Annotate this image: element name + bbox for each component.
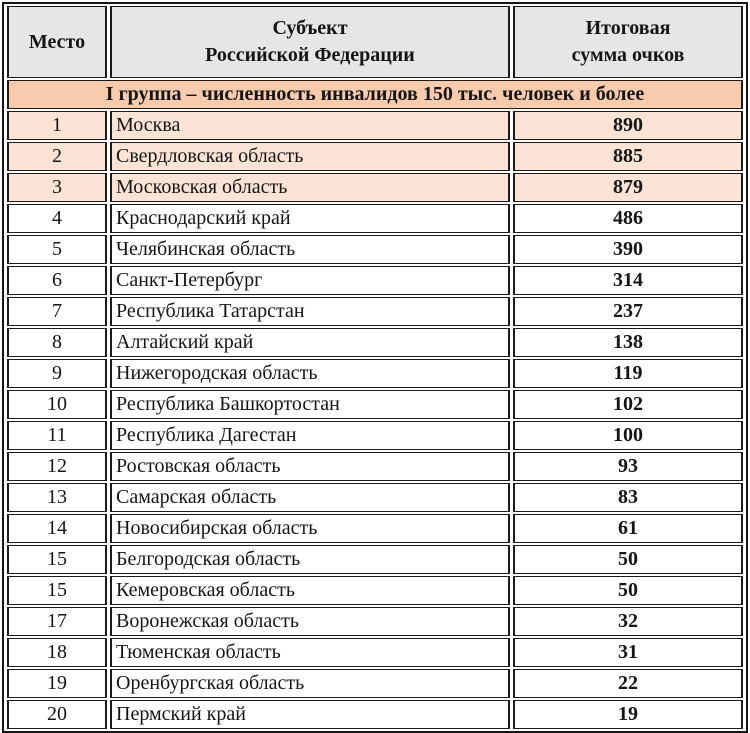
column-header-score-line1: Итоговая — [585, 17, 671, 39]
table-row — [7, 235, 743, 264]
place-cell: 20 — [7, 700, 107, 729]
column-header-score — [513, 6, 743, 78]
table-row — [7, 483, 743, 512]
table-row — [7, 390, 743, 419]
table-row — [7, 204, 743, 233]
column-header-subject — [110, 6, 510, 78]
region-cell: Республика Татарстан — [110, 297, 510, 326]
region-cell: Алтайский край — [110, 328, 510, 357]
table-row — [7, 359, 743, 388]
place-cell: 13 — [7, 483, 107, 512]
group-header: I группа – численность инвалидов 150 тыс. человек и более — [7, 80, 743, 109]
score-cell: 22 — [513, 669, 743, 698]
region-cell: Москва — [110, 111, 510, 140]
table-row — [7, 700, 743, 729]
region-cell: Краснодарский край — [110, 204, 510, 233]
region-cell: Республика Дагестан — [110, 421, 510, 450]
region-cell: Белгородская область — [110, 545, 510, 574]
place-cell: 7 — [7, 297, 107, 326]
region-cell: Республика Башкортостан — [110, 390, 510, 419]
score-cell: 237 — [513, 297, 743, 326]
table-row — [7, 297, 743, 326]
column-header-subject-line2: Российской Федерации — [205, 44, 415, 66]
table-row — [7, 421, 743, 450]
table-body — [7, 111, 743, 729]
place-cell: 10 — [7, 390, 107, 419]
score-cell: 61 — [513, 514, 743, 543]
table-row — [7, 514, 743, 543]
region-cell: Московская область — [110, 173, 510, 202]
score-cell: 486 — [513, 204, 743, 233]
region-cell: Воронежская область — [110, 607, 510, 636]
score-cell: 390 — [513, 235, 743, 264]
place-cell: 12 — [7, 452, 107, 481]
place-cell: 8 — [7, 328, 107, 357]
score-cell: 93 — [513, 452, 743, 481]
group-header-row — [7, 80, 743, 109]
score-cell: 890 — [513, 111, 743, 140]
table-row — [7, 111, 743, 140]
region-cell: Оренбургская область — [110, 669, 510, 698]
score-cell: 119 — [513, 359, 743, 388]
table-row — [7, 669, 743, 698]
place-cell: 1 — [7, 111, 107, 140]
score-cell: 138 — [513, 328, 743, 357]
score-cell: 100 — [513, 421, 743, 450]
region-cell: Кемеровская область — [110, 576, 510, 605]
table-row — [7, 266, 743, 295]
group-header-section — [7, 80, 743, 109]
score-cell: 879 — [513, 173, 743, 202]
ranking-table — [2, 2, 748, 733]
score-cell: 19 — [513, 700, 743, 729]
table-row — [7, 607, 743, 636]
place-cell: 3 — [7, 173, 107, 202]
region-cell: Тюменская область — [110, 638, 510, 667]
place-cell: 2 — [7, 142, 107, 171]
region-cell: Челябинская область — [110, 235, 510, 264]
place-cell: 17 — [7, 607, 107, 636]
place-cell: 18 — [7, 638, 107, 667]
table-row — [7, 328, 743, 357]
place-cell: 9 — [7, 359, 107, 388]
region-cell: Ростовская область — [110, 452, 510, 481]
score-cell: 83 — [513, 483, 743, 512]
column-header-subject-line1: Субъект — [272, 17, 348, 39]
place-cell: 5 — [7, 235, 107, 264]
score-cell: 102 — [513, 390, 743, 419]
table-row — [7, 638, 743, 667]
table-row — [7, 545, 743, 574]
region-cell: Пермский край — [110, 700, 510, 729]
region-cell: Свердловская область — [110, 142, 510, 171]
place-cell: 15 — [7, 576, 107, 605]
place-cell: 4 — [7, 204, 107, 233]
place-cell: 6 — [7, 266, 107, 295]
score-cell: 50 — [513, 576, 743, 605]
score-cell: 314 — [513, 266, 743, 295]
score-cell: 885 — [513, 142, 743, 171]
place-cell: 14 — [7, 514, 107, 543]
score-cell: 32 — [513, 607, 743, 636]
place-cell: 11 — [7, 421, 107, 450]
score-cell: 31 — [513, 638, 743, 667]
column-header-place — [7, 6, 107, 78]
table-row — [7, 576, 743, 605]
score-cell: 50 — [513, 545, 743, 574]
header-row — [7, 6, 743, 78]
place-cell: 15 — [7, 545, 107, 574]
region-cell: Нижегородская область — [110, 359, 510, 388]
table-row — [7, 452, 743, 481]
column-header-score-line2: сумма очков — [571, 44, 685, 66]
table-header — [7, 6, 743, 78]
region-cell: Новосибирская область — [110, 514, 510, 543]
table-row — [7, 173, 743, 202]
table-row — [7, 142, 743, 171]
place-cell: 19 — [7, 669, 107, 698]
region-cell: Самарская область — [110, 483, 510, 512]
region-cell: Санкт-Петербург — [110, 266, 510, 295]
column-header-place-label: Место — [28, 30, 86, 53]
